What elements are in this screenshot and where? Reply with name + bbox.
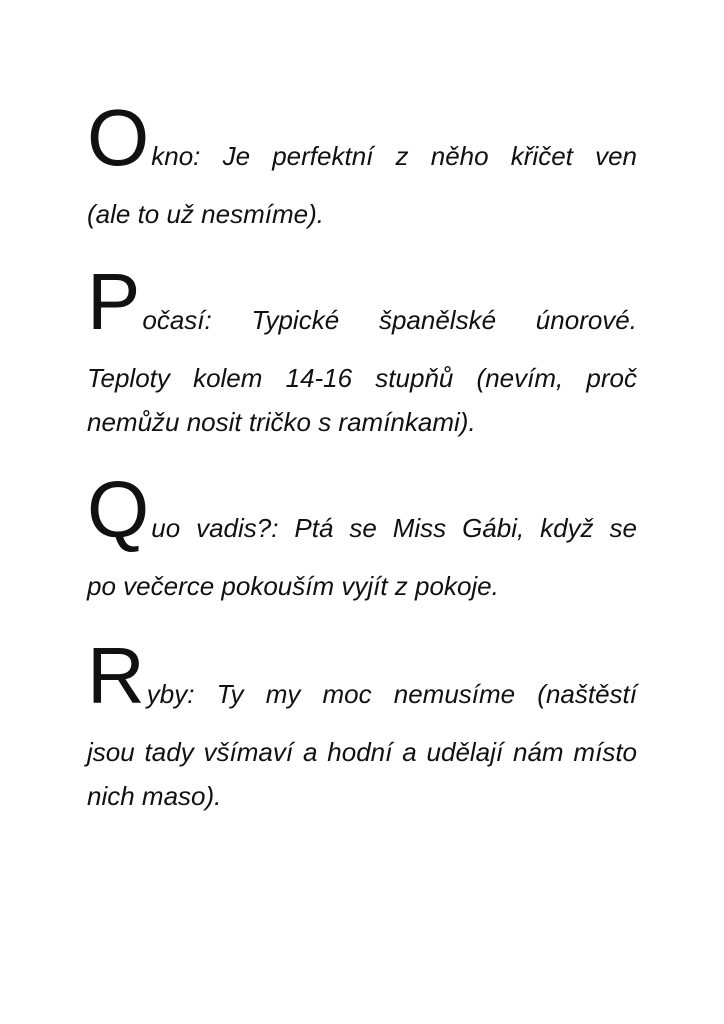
entry-first-line-text: kno: Je perfektní z něho křičet ven — [151, 141, 637, 171]
entry-ryby — [87, 631, 637, 818]
entry-body-text: po večerce pokouším vyjít z pokoje. — [87, 571, 499, 601]
drop-cap-letter: R — [87, 631, 145, 720]
drop-cap-letter: P — [87, 257, 141, 346]
entry-first-line-text: očasí: Typické španělské únorové. — [142, 305, 637, 335]
entry-first-line — [87, 631, 637, 720]
entry-first-line-text: uo vadis?: Ptá se Miss Gábi, když se — [151, 513, 637, 543]
entry-first-line-text: yby: Ty my moc nemusíme (naštěstí — [146, 679, 637, 709]
entry-quo-vadis — [87, 465, 637, 608]
drop-cap-letter: O — [87, 93, 150, 182]
entry-okno — [87, 93, 637, 236]
entry-first-line — [87, 465, 637, 554]
entry-body-text: Teploty kolem 14-16 stupňů (nevím, proč nemůžu nosit tričko s ramínkami). — [87, 363, 637, 437]
entry-pocasi — [87, 257, 637, 444]
entry-body-text: jsou tady všímaví a hodní a udělají nám místo nich maso). — [87, 737, 637, 811]
entry-body-text: (ale to už nesmíme). — [87, 199, 324, 229]
entry-first-line — [87, 93, 637, 182]
drop-cap-letter: Q — [87, 465, 150, 554]
entry-first-line — [87, 257, 637, 346]
